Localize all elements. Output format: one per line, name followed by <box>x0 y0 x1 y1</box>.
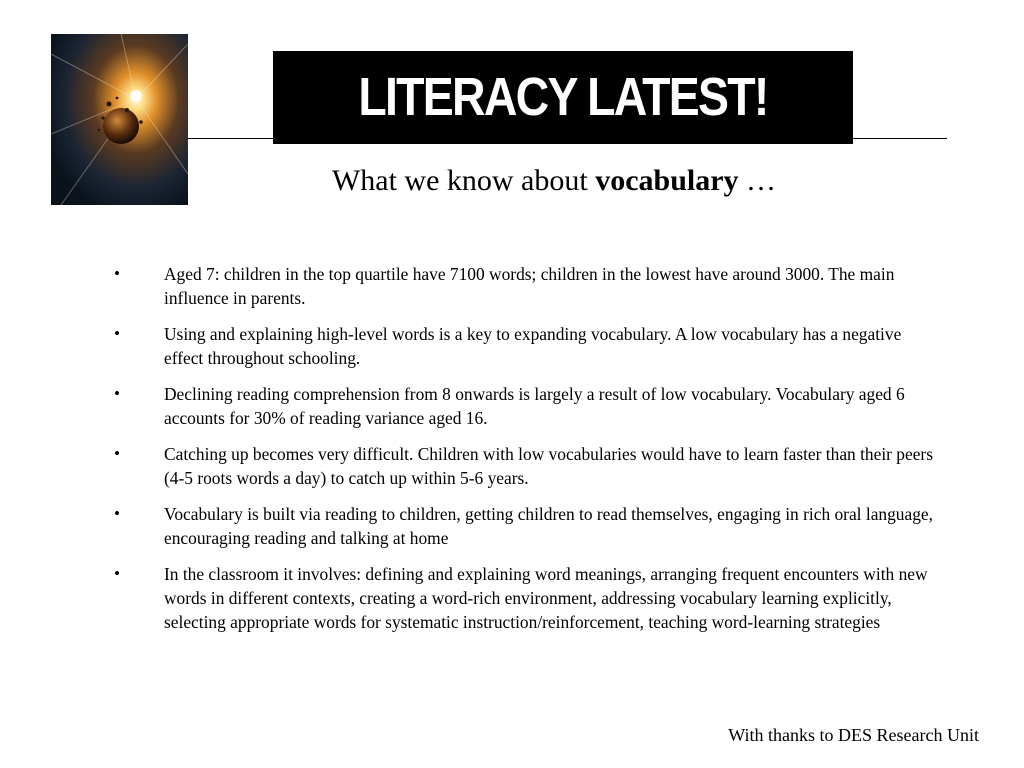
page-title: LITERACY LATEST! <box>358 66 768 127</box>
bullet-item <box>0 262 1024 310</box>
title-banner <box>273 51 853 144</box>
bullet-text: Aged 7: children in the top quartile have 7100 words; children in the lowest have around 3000. The main influence in parents. <box>164 264 895 308</box>
bullet-text: Using and explaining high-level words is a key to expanding vocabulary. A low vocabulary has a negative effect throughout schooling. <box>164 324 902 368</box>
bullet-list <box>0 262 1024 646</box>
bullet-text: In the classroom it involves: defining and explaining word meanings, arranging frequent encounters with new words in different contexts, creating a word-rich environment, addressing vocabulary learning explicitly, selecting appropriate words for systematic instruction/reinforcement, teaching word-learning strategies <box>164 564 928 632</box>
bullet-marker: • <box>114 444 120 463</box>
bullet-marker: • <box>114 264 120 283</box>
bullet-text: Vocabulary is built via reading to children, getting children to read themselves, engaging in rich oral language, encouraging reading and talking at home <box>164 504 933 548</box>
bullet-item <box>0 562 1024 634</box>
bullet-item <box>0 382 1024 430</box>
subtitle-emphasis: vocabulary <box>595 164 739 197</box>
subtitle <box>0 163 1024 199</box>
bullet-item <box>0 442 1024 490</box>
bullet-item <box>0 322 1024 370</box>
bullet-marker: • <box>114 324 120 343</box>
bullet-item <box>0 502 1024 550</box>
bullet-text: Catching up becomes very difficult. Children with low vocabularies would have to learn faster than their peers (4-5 roots words a day) to catch up within 5-6 years. <box>164 444 933 488</box>
bullet-marker: • <box>114 564 120 583</box>
bullet-text: Declining reading comprehension from 8 onwards is largely a result of low vocabulary. Vocabulary aged 6 accounts for 30% of reading variance aged 16. <box>164 384 905 428</box>
bullet-marker: • <box>114 504 120 523</box>
subtitle-prefix: What we know about <box>331 164 596 197</box>
subtitle-suffix: … <box>738 164 777 197</box>
credit-footer: With thanks to DES Research Unit <box>728 725 979 745</box>
bullet-marker: • <box>114 384 120 403</box>
